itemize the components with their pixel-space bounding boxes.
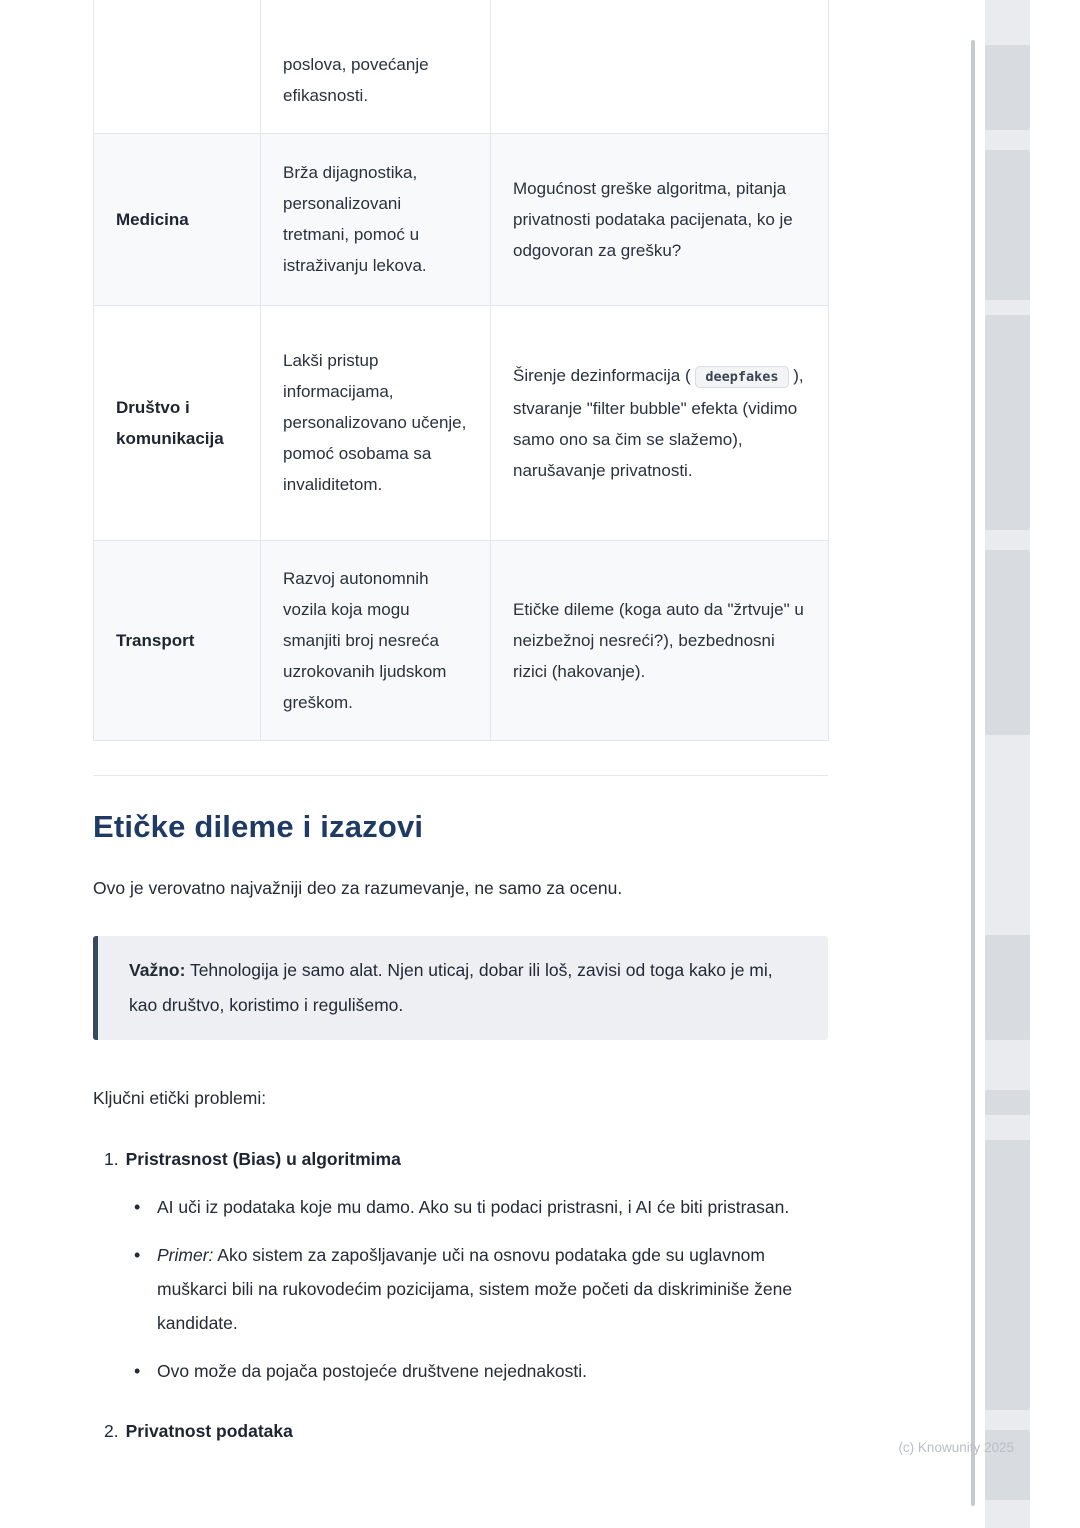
- page-preview-block: [985, 1090, 1030, 1115]
- table-cell-risk: Etičke dileme (koga auto da "žrtvuje" u neizbežnoj nesreći?), bezbednosni rizici (hakovanje).: [491, 540, 829, 740]
- table-cell-topic: Transport: [94, 540, 261, 740]
- list-item: [93, 1238, 828, 1340]
- table-cell-risk: [491, 0, 829, 133]
- bullet-marker: •: [134, 1244, 141, 1265]
- page-preview-block: [985, 550, 1030, 735]
- page-preview-block: [985, 1140, 1030, 1410]
- ordered-item-2: [93, 1414, 828, 1448]
- table-cell-benefit: poslova, povećanje efikasnosti.: [261, 0, 491, 133]
- table-cell-benefit: Lakši pristup informacijama, personalizovano učenje, pomoć osobama sa invaliditetom.: [261, 305, 491, 540]
- bullet-text: AI uči iz podataka koje mu damo. Ako su ti podaci pristrasni, i AI će biti pristrasan.: [157, 1196, 790, 1217]
- bullet-emphasis: Primer:: [157, 1244, 214, 1265]
- intro-paragraph: Ovo je verovatno najvažniji deo za razumevanje, ne samo za ocenu.: [93, 877, 623, 898]
- ordered-item-number: 2.: [104, 1420, 119, 1441]
- bullet-text: Ako sistem za zapošljavanje uči na osnovu podataka gde su uglavnom muškarci bili na rukovodećim pozicijama, sistem može početi da diskriminiše žene kandidate.: [157, 1244, 793, 1333]
- table-cell-benefit: Brža dijagnostika, personalizovani tretmani, pomoć u istraživanju lekova.: [261, 133, 491, 305]
- table-cell-topic: Medicina: [94, 133, 261, 305]
- ordered-item-number: 1.: [104, 1148, 119, 1169]
- table-row: [94, 133, 829, 305]
- bullet-text: Ovo može da pojača postojeće društvene nejednakosti.: [157, 1360, 587, 1381]
- scrollbar[interactable]: [971, 40, 975, 1506]
- page-preview-block: [985, 935, 1030, 1040]
- callout-text: Tehnologija je samo alat. Njen uticaj, dobar ili loš, zavisi od toga kako je mi, kao društvo, koristimo i regulišemo.: [129, 959, 773, 1015]
- important-callout: [93, 936, 828, 1040]
- ordered-item-1: [93, 1142, 828, 1176]
- section-divider: [93, 775, 828, 776]
- table-cell-risk: Mogućnost greške algoritma, pitanja privatnosti podataka pacijenata, ko je odgovoran za grešku?: [491, 133, 829, 305]
- inline-code: deepfakes: [695, 366, 788, 388]
- section-heading: Etičke dileme i izazovi: [93, 808, 424, 844]
- page-preview-block: [985, 45, 1030, 130]
- risk-text-before: Širenje dezinformacija (: [513, 365, 691, 385]
- document-page: [93, 0, 828, 1448]
- list-item: [93, 1190, 828, 1224]
- bullet-list: [93, 1190, 828, 1388]
- callout-label: Važno:: [129, 959, 186, 980]
- next-page-preview: [985, 0, 1030, 1528]
- table-row: [94, 540, 829, 740]
- risk-text-after: ), stvaranje "filter bubble" efekta (vidimo samo ono sa čim se slažemo), narušavanje privatnosti.: [513, 365, 804, 480]
- table-cell-risk: [491, 305, 829, 540]
- table-cell-topic: Društvo i komunikacija: [94, 305, 261, 540]
- bullet-marker: •: [134, 1196, 141, 1217]
- list-item: [93, 1354, 828, 1388]
- table-cell-topic: [94, 0, 261, 133]
- page-preview-block: [985, 150, 1030, 300]
- comparison-table: [93, 0, 829, 741]
- copyright-watermark: (c) Knowunity 2025: [898, 1440, 1014, 1455]
- table-cell-benefit: Razvoj autonomnih vozila koja mogu smanjiti broj nesreća uzrokovanih ljudskom greškom.: [261, 540, 491, 740]
- table-row: [94, 0, 829, 133]
- ordered-item-title: Privatnost podataka: [125, 1420, 293, 1441]
- table-row: [94, 305, 829, 540]
- list-intro: Ključni etički problemi:: [93, 1087, 267, 1108]
- bullet-marker: •: [134, 1360, 141, 1381]
- ordered-item-title: Pristrasnost (Bias) u algoritmima: [125, 1148, 401, 1169]
- page-preview-block: [985, 315, 1030, 530]
